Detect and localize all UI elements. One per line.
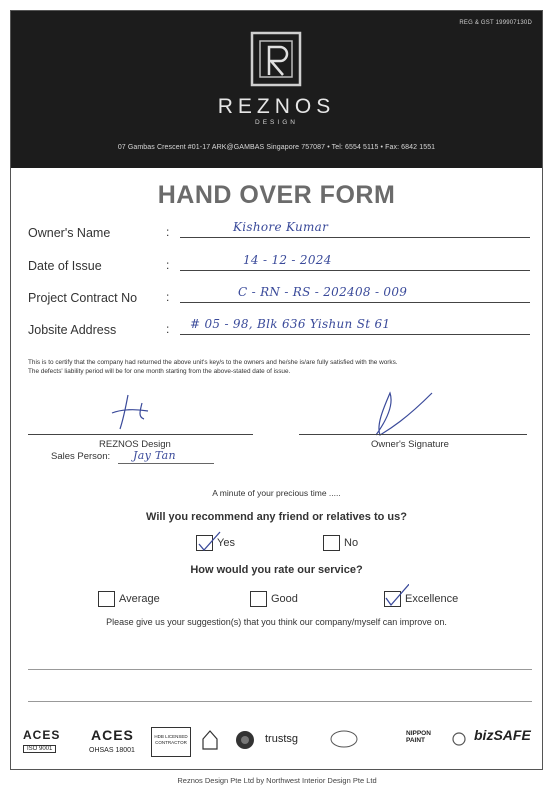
suggestion-line-1[interactable]	[28, 669, 532, 670]
sales-person-label: Sales Person:	[51, 451, 111, 462]
company-address: 07 Gambas Crescent #01-17 ARK@GAMBAS Singapore 757087 • Tel: 6554 5115 • Fax: 6842 1551	[117, 144, 436, 151]
company-signature-icon	[106, 389, 176, 435]
owner-signature-line	[299, 434, 527, 435]
option-yes-label: Yes	[217, 537, 235, 549]
aces-logo-1: ACES	[23, 728, 61, 742]
owner-name-value: Kishore Kumar	[233, 220, 329, 234]
ohsas-18001-label: OHSAS 18001	[89, 747, 135, 754]
field-label: Date of Issue	[28, 259, 102, 273]
bizsafe-logo: bizSAFE	[474, 727, 531, 743]
date-of-issue-value: 14 - 12 - 2024	[243, 253, 332, 267]
sales-person-value: Jay Tan	[133, 449, 176, 462]
checkbox-no[interactable]	[323, 535, 340, 551]
registration-number: REG & GST 199907130D	[459, 20, 532, 26]
brand-subtitle: DESIGN	[255, 119, 298, 126]
field-colon: :	[166, 322, 170, 336]
jobsite-address-field[interactable]	[28, 313, 538, 337]
option-average-label: Average	[119, 593, 160, 605]
checkbox-good[interactable]	[250, 591, 267, 607]
field-underline	[180, 237, 530, 238]
field-colon: :	[166, 290, 170, 304]
field-colon: :	[166, 225, 170, 239]
field-label: Project Contract No	[28, 291, 138, 305]
question-rating: How would you rate our service?	[190, 564, 363, 576]
certification-logos	[11, 723, 542, 765]
company-name: REZNOS Design	[99, 439, 171, 450]
partner-logo-icon	[329, 729, 359, 749]
form-title: HAND OVER FORM	[157, 181, 396, 209]
project-contract-value: C - RN - RS - 202408 - 009	[238, 285, 408, 299]
cycle-icon	[451, 731, 467, 747]
field-label: Owner's Name	[28, 226, 111, 240]
field-underline	[180, 270, 530, 271]
option-good-label: Good	[271, 593, 298, 605]
certification-line-2: The defects' liability period will be for one month starting from the above-stated date of issue.	[28, 367, 291, 375]
certification-text	[28, 359, 533, 376]
certification-line-1: This is to certify that the company had returned the above unit's key/s to the owners and he/she is/are fully satisfied with the works.	[28, 359, 398, 366]
survey-intro: A minute of your precious time .....	[212, 488, 341, 498]
brand-name: REZNOS	[217, 95, 336, 118]
field-underline	[180, 302, 530, 303]
option-excellence-label: Excellence	[405, 593, 459, 605]
date-of-issue-field[interactable]	[28, 249, 538, 273]
reznos-logo-icon	[250, 31, 302, 87]
suggestion-prompt: Please give us your suggestion(s) that you think our company/myself can improve on.	[106, 617, 447, 627]
jobsite-address-value: # 05 - 98, Blk 636 Yishun St 61	[190, 317, 391, 331]
field-label: Jobsite Address	[28, 323, 117, 337]
company-signature-line	[28, 434, 253, 435]
footer-text: Reznos Design Pte Ltd by Northwest Interior Design Pte Ltd	[177, 776, 377, 785]
project-contract-field[interactable]	[28, 281, 538, 305]
hdb-contractor-badge: HDB LICENSED CONTRACTOR	[151, 727, 191, 757]
suggestion-line-2[interactable]	[28, 701, 532, 702]
letterhead	[11, 11, 542, 168]
form-page	[10, 10, 543, 770]
aces-logo-2: ACES	[91, 727, 134, 743]
checkbox-excellence[interactable]	[384, 591, 401, 607]
sales-person-line	[118, 463, 214, 464]
question-recommend: Will you recommend any friend or relatives to us?	[146, 511, 407, 523]
owner-signature-icon	[346, 385, 436, 439]
checkbox-average[interactable]	[98, 591, 115, 607]
checkbox-yes[interactable]	[196, 535, 213, 551]
nippon-paint-logo: NIPPON PAINT	[406, 730, 431, 744]
trust-sg-logo: trustsg	[265, 733, 299, 745]
field-underline	[180, 334, 530, 335]
owner-name-field[interactable]	[28, 216, 538, 240]
emblem-icon	[233, 729, 257, 751]
iso-9001-badge: ISO 9001	[23, 745, 56, 753]
option-no-label: No	[344, 537, 359, 549]
owner-signature-label: Owner's Signature	[371, 439, 449, 450]
field-colon: :	[166, 258, 170, 272]
house-icon	[201, 729, 219, 751]
